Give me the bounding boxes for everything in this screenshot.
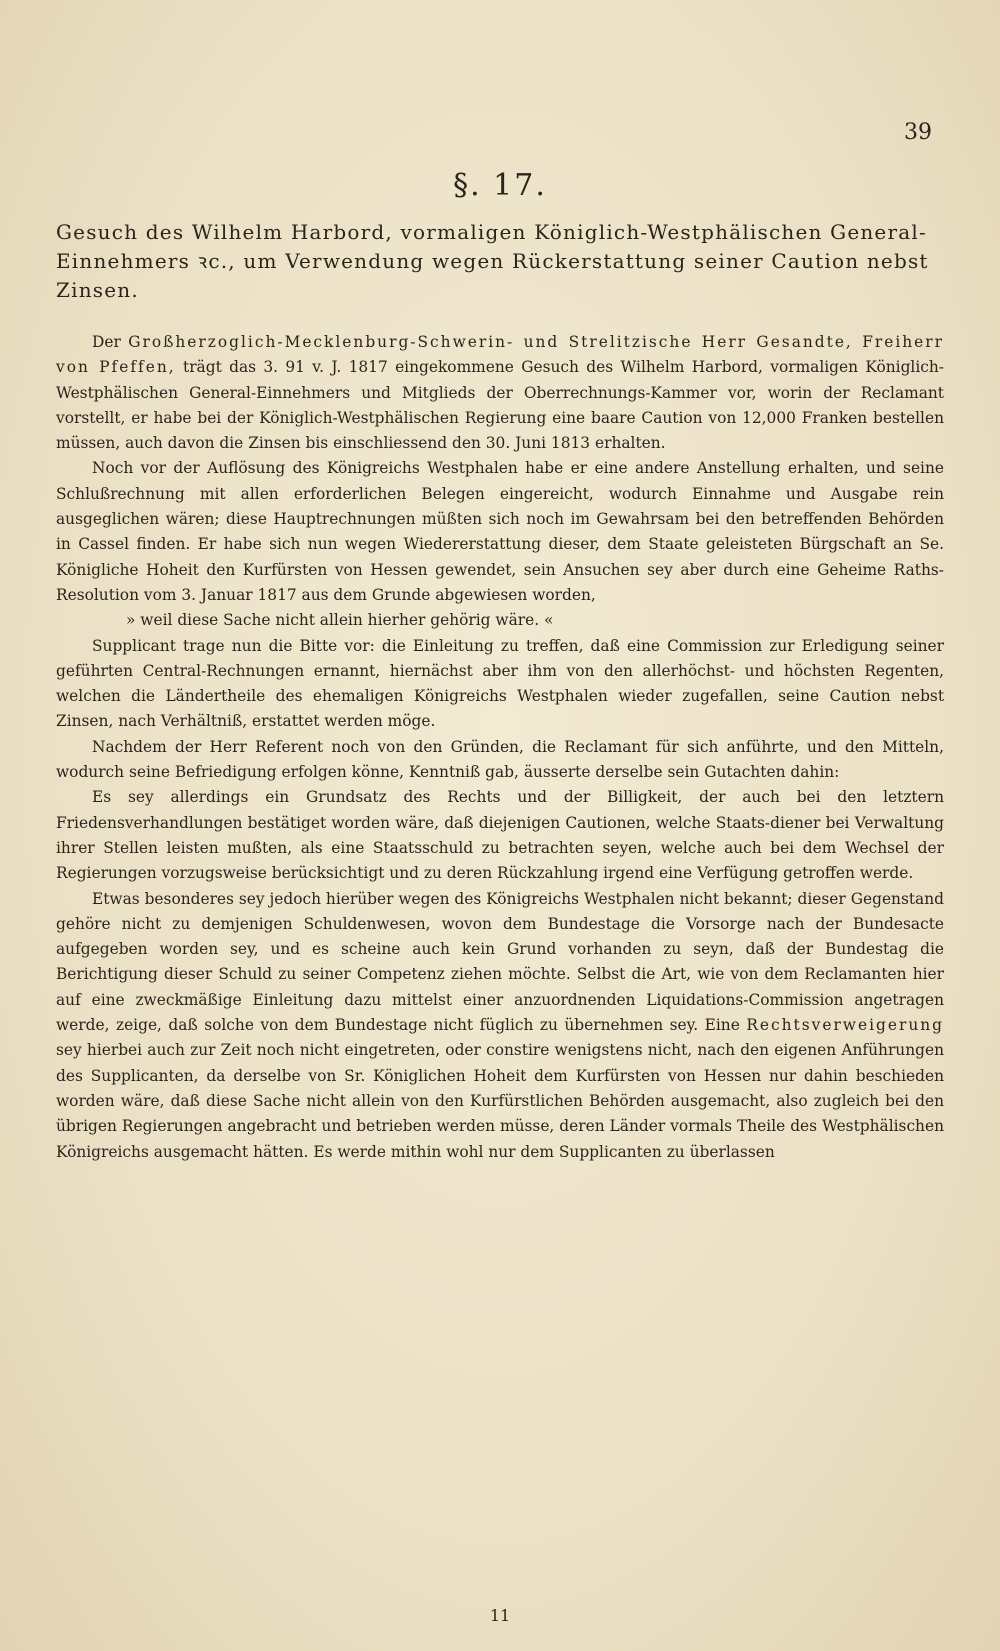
spaced-term: Rechtsverweigerung (746, 1016, 944, 1035)
p6-rest: sey hierbei auch zur Zeit noch nicht eingetreten, oder constire wenigstens nicht, nach den eigenen Anführungen des Supplicanten, da derselbe von Sr. Königlichen Hoheit dem Kurfürsten von Hessen nur dahin beschieden worden wäre, daß diese Sache nicht allein von den Kurfürstlichen Behörden ausgemacht, also zugleich bei den übrigen Regierungen angebracht und betrieben werden müsse, deren Länder vormals Theile des Westphälischen Königreichs ausgemacht hätten. Es werde mithin wohl nur dem Supplicanten zu überlassen (56, 1041, 944, 1161)
paragraph-2: Noch vor der Auflösung des Königreichs Westphalen habe er eine andere Anstellung erhalten, und seine Schlußrechnung mit allen erforderlichen Belegen eingereicht, wodurch Einnahme und Ausgabe rein ausgeglichen wären; diese Hauptrechnungen müßten sich noch im Gewahrsam bei den betreffenden Behörden in Cassel finden. Er habe sich nun wegen Wiedererstattung dieser, dem Staate geleisteten Bürgschaft an Se. Königliche Hoheit den Kurfürsten von Hessen gewendet, sein Ansuchen sey aber durch eine Geheime Raths-Resolution vom 3. Januar 1817 aus dem Grunde abgewiesen worden, (56, 459, 944, 604)
envoy-name: Großherzoglich-Mecklenburg-Schwerin- und Strelitzische Herr Gesandte, Freiherr von Pfeffen, (56, 333, 944, 377)
quote: » weil diese Sache nicht allein hierher gehörig wäre. « (126, 611, 554, 630)
paragraph-3: Supplicant trage nun die Bitte vor: die Einleitung zu treffen, daß eine Commission zur Erledigung seiner geführten Central-Rechnungen ernannt, hiernächst aber ihm von den allerhöchst- und höchsten Regenten, welchen die Ländertheile des ehemaligen Königreichs Westphalen wieder zugefallen, seine Caution nebst Zinsen, nach Verhältniß, erstattet werden möge. (56, 636, 944, 731)
section-heading: §. 17. (453, 168, 547, 203)
document-body (56, 330, 944, 1165)
p1-rest: trägt das 3. 91 v. J. 1817 eingekommene Gesuch des Wilhelm Harbord, vormaligen Königlich-Westphälischen General-Einnehmers und Mitglieds der Oberrechnungs-Kammer vor, worin der Reclamant vorstellt, er habe bei der Königlich-Westphälischen Regierung eine baare Caution von 12,000 Franken bestellen müssen, auch davon die Zinsen bis einschliessend den 30. Juni 1813 erhalten. (56, 358, 944, 453)
paragraph-4: Nachdem der Herr Referent noch von den Gründen, die Reclamant für sich anführte, und den Mitteln, wodurch seine Befriedigung erfolgen könne, Kenntniß gab, äusserte derselbe sein Gutachten dahin: (56, 737, 944, 782)
signature-mark: 11 (489, 1606, 511, 1625)
paragraph-6 (56, 887, 944, 1165)
paragraph-1 (56, 330, 944, 456)
p1-start: Der (92, 333, 121, 351)
page-number: 39 (904, 120, 932, 145)
document-title: Gesuch des Wilhelm Harbord, vormaligen Königlich-Westphälischen General-Einnehmers ꝛc., um Verwendung wegen Rückerstattung seiner Caution nebst Zinsen. (56, 220, 929, 302)
p6-start: Etwas besonderes sey jedoch hierüber wegen des Königreichs Westphalen nicht bekannt; dieser Gegenstand gehöre nicht zu demjenigen Schuldenwesen, wovon dem Bundestage die Vorsorge nach der Bundesacte aufgegeben worden sey, und es scheine auch kein Grund vorhanden zu seyn, daß der Bundestag die Berichtigung dieser Schuld zu seiner Competenz ziehen möchte. Selbst die Art, wie von dem Reclamanten hier auf eine zweckmäßige Einleitung dazu mittelst einer anzuordnenden Liquidations-Commission angetragen werde, zeige, daß solche von dem Bundestage nicht füglich zu übernehmen sey. Eine (56, 889, 944, 1035)
paragraph-5: Es sey allerdings ein Grundsatz des Rechts und der Billigkeit, der auch bei den letztern Friedensverhandlungen bestätiget worden wäre, daß diejenigen Cautionen, welche Staats-diener bei Verwaltung ihrer Stellen leisten mußten, als eine Staatsschuld zu betrachten seyen, welche auch bei dem Wechsel der Regierungen vorzugsweise berücksichtigt und zu deren Rückzahlung irgend eine Verfügung getroffen werde. (56, 788, 944, 883)
